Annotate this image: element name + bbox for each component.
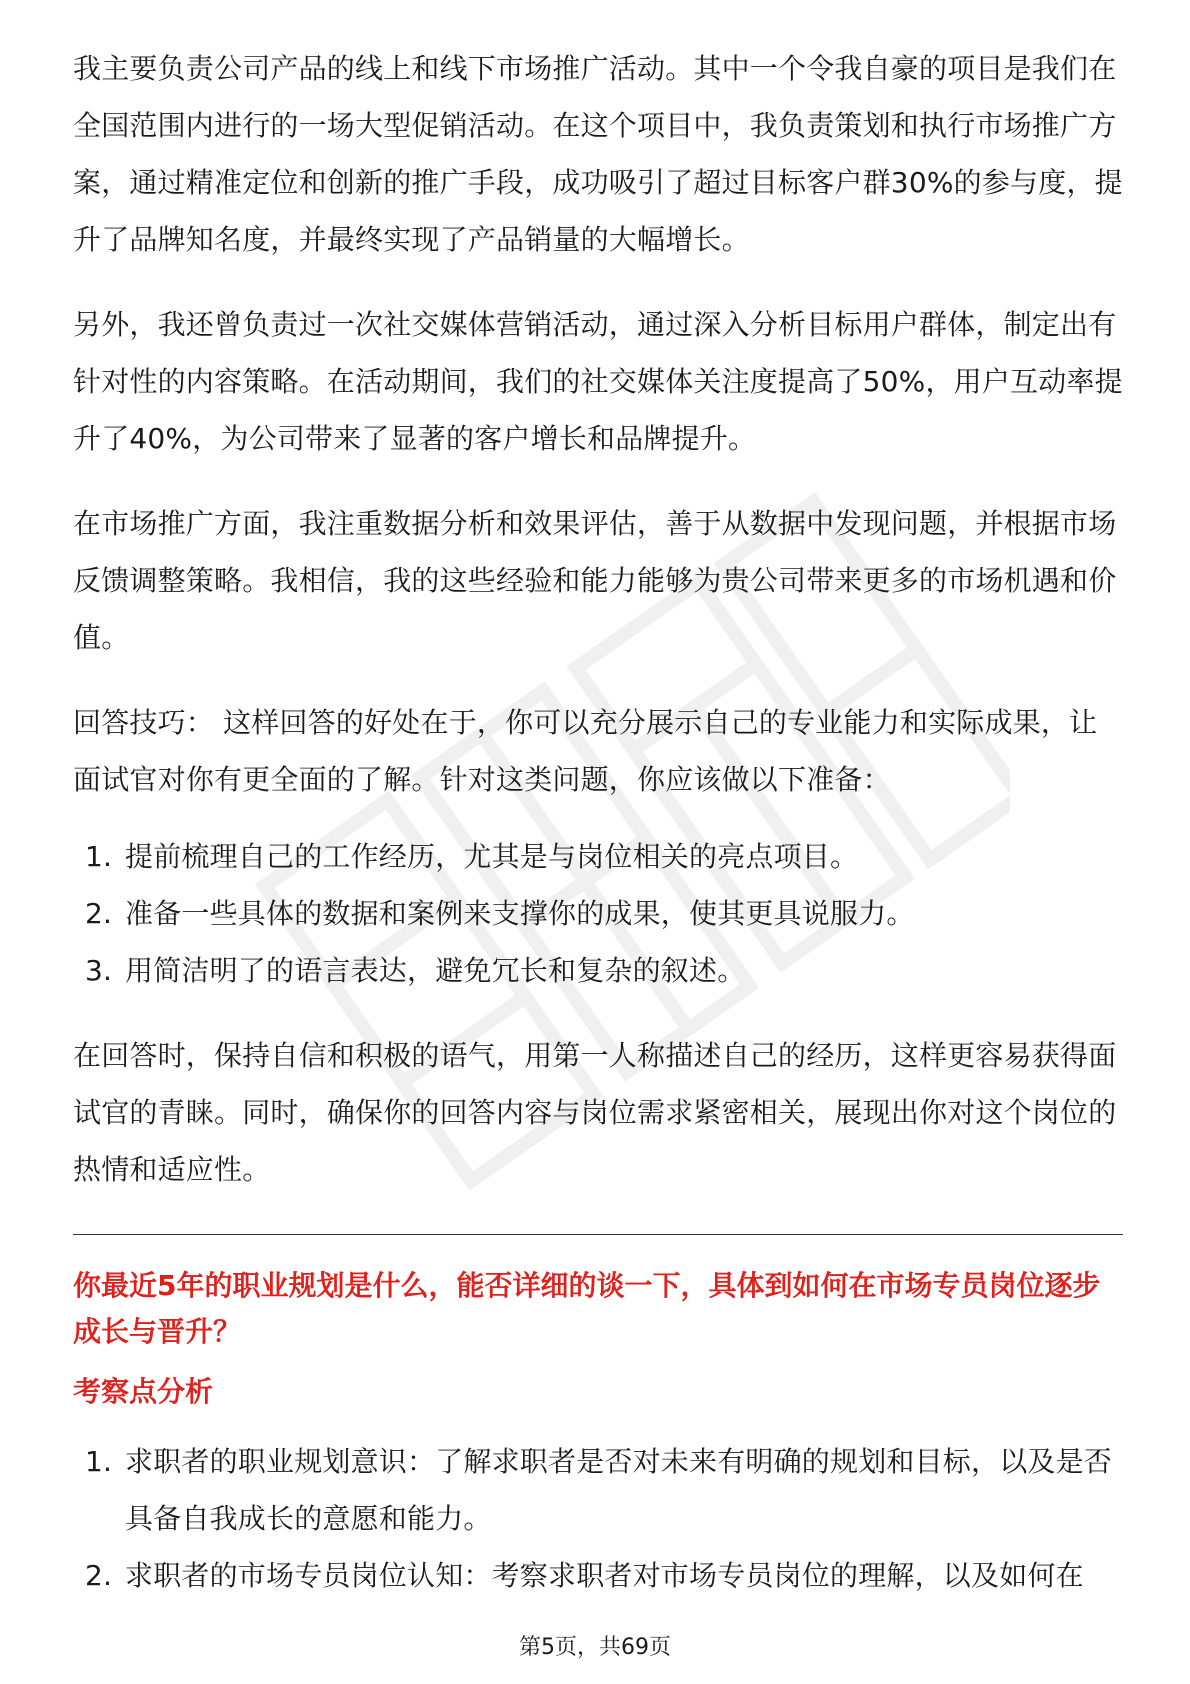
analysis-heading: 考察点分析 bbox=[73, 1375, 214, 1408]
list-item bbox=[73, 828, 1123, 885]
list-text: 求职者的市场专员岗位认知：考察求职者对市场专员岗位的理解，以及如何在 bbox=[125, 1559, 1084, 1592]
list-number: 2. bbox=[85, 1559, 113, 1592]
page-footer: 第5页，共69页 bbox=[519, 1635, 671, 1660]
list-number: 1. bbox=[85, 840, 113, 873]
list-text: 用简洁明了的语言表达，避免冗长和复杂的叙述。 bbox=[125, 954, 746, 987]
paragraph-social-media: 另外，我还曾负责过一次社交媒体营销活动，通过深入分析目标用户群体，制定出有针对性的内容策略。在活动期间，我们的社交媒体关注度提高了50%，用户互动率提升了40%，为公司带来了显著的客户增长和品牌提升。 bbox=[73, 308, 1123, 455]
list-text: 提前梳理自己的工作经历，尤其是与岗位相关的亮点项目。 bbox=[125, 840, 859, 873]
tips-list bbox=[73, 828, 1123, 999]
list-text: 准备一些具体的数据和案例来支撑你的成果，使其更具说服力。 bbox=[125, 897, 915, 930]
list-item bbox=[73, 1547, 1123, 1604]
analysis-points-list bbox=[73, 1433, 1123, 1604]
paragraph-answer-tips: 回答技巧： 这样回答的好处在于，你可以充分展示自己的专业能力和实际成果，让面试官对你有更全面的了解。针对这类问题，你应该做以下准备： bbox=[73, 706, 1098, 796]
paragraph-closing: 在回答时，保持自信和积极的语气，用第一人称描述自己的经历，这样更容易获得面试官的青睐。同时，确保你的回答内容与岗位需求紧密相关，展现出你对这个岗位的热情和适应性。 bbox=[73, 1039, 1117, 1186]
list-number: 2. bbox=[85, 897, 113, 930]
list-number: 3. bbox=[85, 954, 113, 987]
paragraph-data-analysis: 在市场推广方面，我注重数据分析和效果评估，善于从数据中发现问题，并根据市场反馈调整策略。我相信，我的这些经验和能力能够为贵公司带来更多的市场机遇和价值。 bbox=[73, 507, 1117, 654]
document-page bbox=[73, 40, 1123, 1632]
list-item bbox=[73, 1433, 1123, 1547]
list-number: 1. bbox=[85, 1445, 113, 1478]
list-item bbox=[73, 885, 1123, 942]
section-divider bbox=[73, 1234, 1123, 1235]
list-item bbox=[73, 942, 1123, 999]
question-title: 你最近5年的职业规划是什么，能否详细的谈一下，具体到如何在市场专员岗位逐步成长与晋升？ bbox=[73, 1269, 1101, 1348]
list-text: 求职者的职业规划意识：了解求职者是否对未来有明确的规划和目标，以及是否具备自我成长的意愿和能力。 bbox=[125, 1445, 1113, 1535]
paragraph-project-experience: 我主要负责公司产品的线上和线下市场推广活动。其中一个令我自豪的项目是我们在全国范围内进行的一场大型促销活动。在这个项目中，我负责策划和执行市场推广方案，通过精准定位和创新的推广手段，成功吸引了超过目标客户群30%的参与度，提升了品牌知名度，并最终实现了产品销量的大幅增长。 bbox=[73, 52, 1123, 256]
